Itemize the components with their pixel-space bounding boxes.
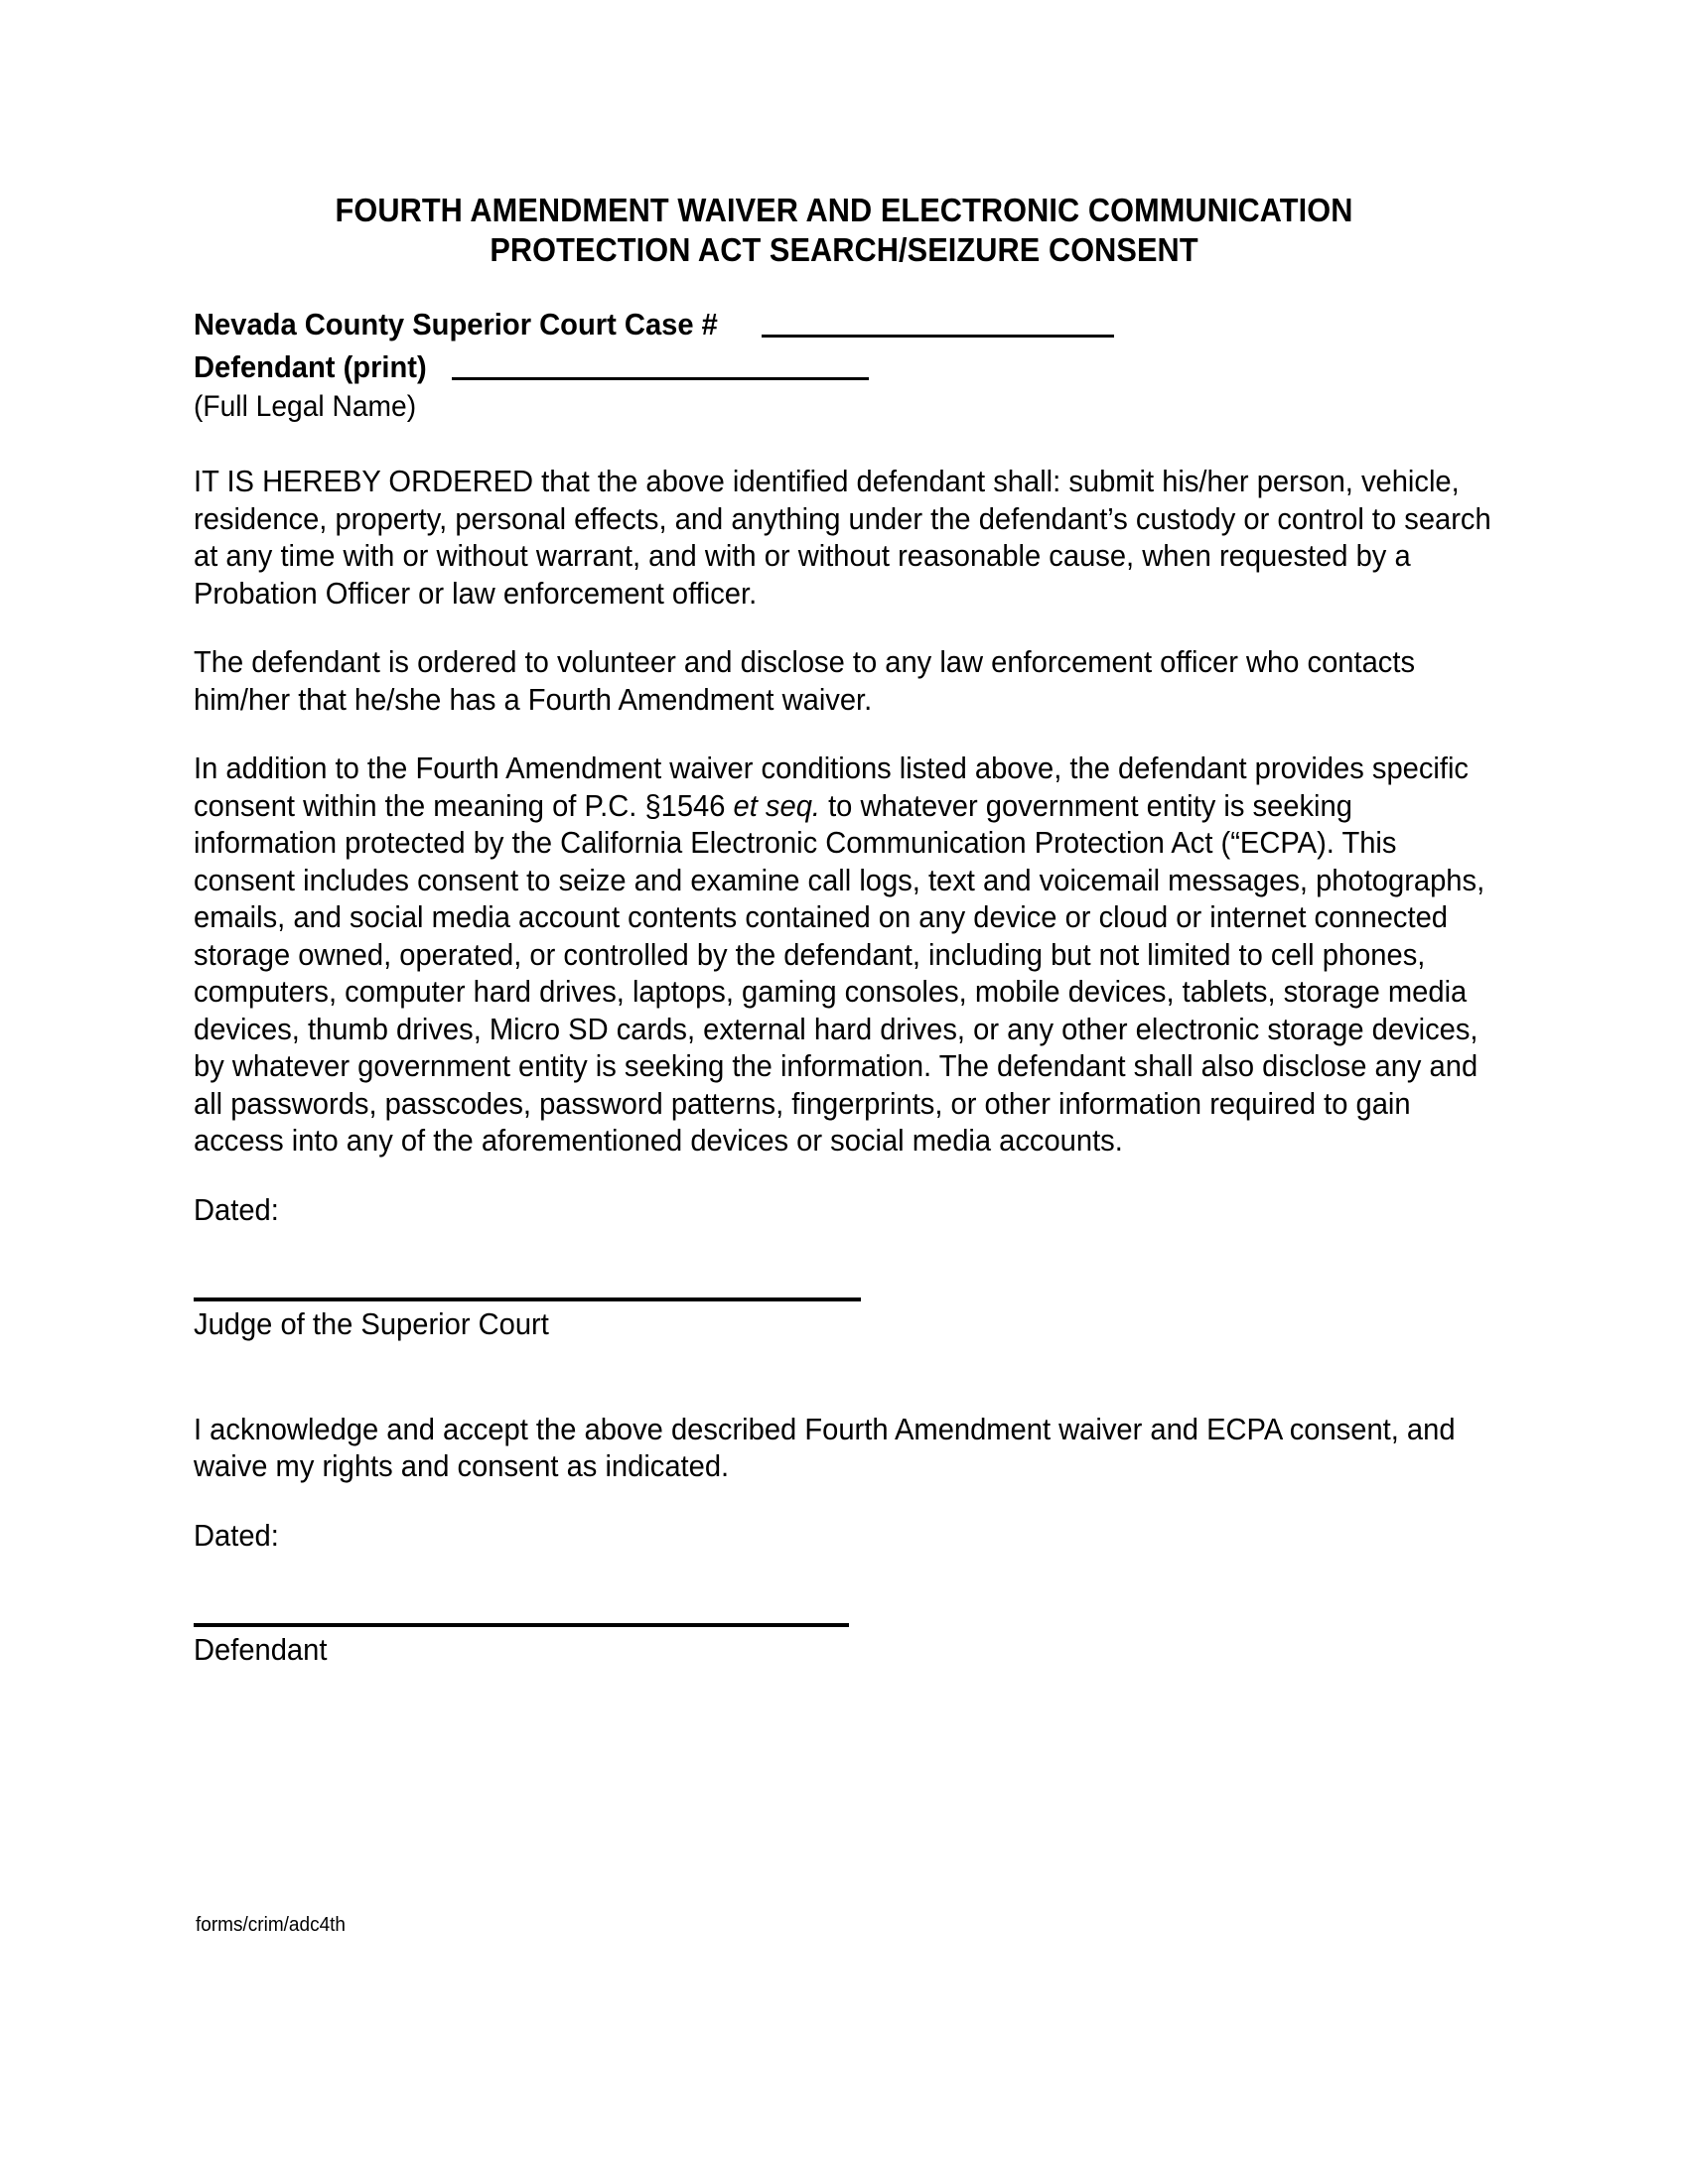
defendant-dated-label[interactable]: Dated:: [194, 1518, 279, 1553]
paragraph-order-clause: IT IS HEREBY ORDERED that the above identified defendant shall: submit his/her person, vehicle, residence, property, personal effects, and anything under the defendant’s custody or control to search at any time with or without warrant, and with or without reasonable cause, when requested by a Probation Officer or law enforcement officer.: [194, 465, 1491, 611]
defendant-signature-caption: Defendant: [194, 1632, 328, 1667]
case-number-label: Nevada County Superior Court Case #: [194, 307, 718, 341]
paragraph-acknowledgement: I acknowledge and accept the above described Fourth Amendment waiver and ECPA consent, and waive my rights and consent as indicated.: [194, 1412, 1456, 1483]
document-sheet: [194, 0, 1494, 1668]
page-title: [239, 0, 1449, 270]
judge-dated-label[interactable]: Dated:: [194, 1192, 279, 1227]
case-number-row: [194, 305, 1494, 344]
full-legal-name-note: (Full Legal Name): [194, 390, 417, 423]
defendant-name-label: Defendant (print): [194, 349, 427, 384]
defendant-signature-group: [194, 1518, 1494, 1668]
defendant-name-input[interactable]: [452, 377, 869, 380]
form-code-footer: forms/crim/adc4th: [196, 1914, 346, 1936]
ecpa-text-part-2: to whatever government entity is seeking information protected by the California Electronic Communication Protection Act (“ECPA). This consent includes consent to seize and examine call logs, text and voicemail messages, photographs, emails, and social media account contents contained on any device or cloud or internet connected storage owned, operated, or controlled by the defendant, including but not limited to cell phones, computers, computer hard drives, laptops, gaming consoles, mobile devices, tablets, storage media devices, thumb drives, Micro SD cards, external hard drives, or any other electronic storage devices, by whatever government entity is seeking the information. The defendant shall also disclose any and all passwords, passcodes, password patterns, fingerprints, or other information required to gain access into any of the aforementioned devices or social media accounts.: [194, 788, 1485, 1158]
body-copy: [194, 464, 1494, 1668]
page-title-line-2: PROTECTION ACT SEARCH/SEIZURE CONSENT: [490, 231, 1198, 268]
case-header-block: [194, 305, 1494, 426]
defendant-signature-line[interactable]: [194, 1623, 849, 1627]
judge-signature-line[interactable]: [194, 1297, 861, 1301]
judge-signature-group: [194, 1192, 1494, 1342]
paragraph-disclose-clause: The defendant is ordered to volunteer and disclose to any law enforcement officer who contacts him/her that he/she has a Fourth Amendment waiver.: [194, 645, 1416, 717]
spacer-after-judge: [194, 1342, 1494, 1412]
ecpa-text-part-1: In addition to the Fourth Amendment waiver conditions listed above, the defendant provides specific consent within the meaning of P.C. §1546: [194, 751, 1470, 823]
page-title-line-1: FOURTH AMENDMENT WAIVER AND ELECTRONIC COMMUNICATION: [335, 192, 1353, 228]
defendant-name-row: [194, 347, 1494, 387]
judge-signature-caption: Judge of the Superior Court: [194, 1306, 549, 1341]
case-number-input[interactable]: [762, 335, 1114, 338]
paragraph-ecpa-clause: [194, 751, 1494, 1160]
ecpa-citation-italic: et seq.: [733, 788, 820, 823]
